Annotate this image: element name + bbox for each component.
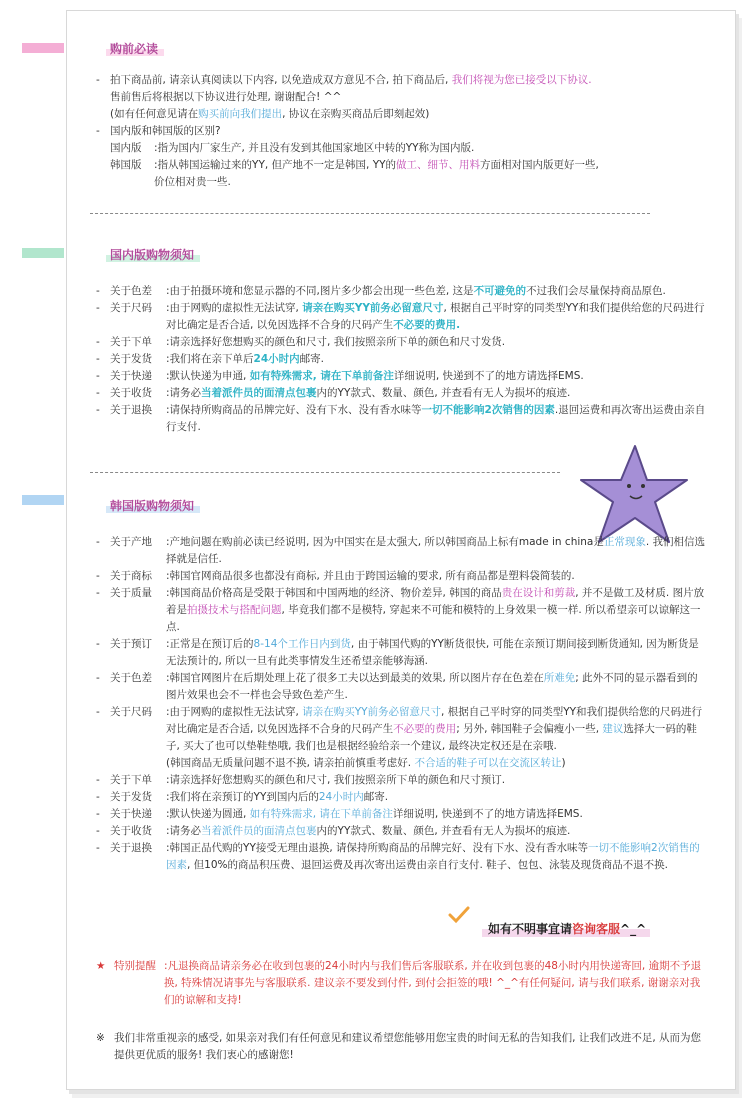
rule-key: 关于快递 (110, 370, 152, 382)
divider (90, 213, 650, 214)
rule-key: 关于色差 (110, 672, 152, 684)
rule-text: :默认快递为圆通, 如有特殊需求, 请在下单前备注详细说明, 快递到不了的地方请选择EMS. (166, 808, 583, 820)
section-title-domestic: 国内版购物须知 (110, 246, 194, 263)
rule-text: :请务必当着派件员的面清点包裹内的YY款式、数量、颜色, 并查看有无人为损坏的痕迹. (166, 387, 571, 399)
cn-text: :指为国内厂家生产, 并且没有发到其他国家地区中转的YY称为国内版. (154, 142, 475, 154)
reminder-label: 特别提醒 (114, 960, 156, 972)
reference-mark-icon: ※ (96, 1032, 105, 1044)
rule-text: :我们将在亲预订的YY到国内后的24小时内邮寄. (166, 791, 389, 803)
tab-green-decoration (22, 248, 64, 258)
rule-text: :由于网购的虚拟性无法试穿, 请亲在购买YY前务必留意尺寸, 根据自己平时穿的同类型YY和我们提供给您的尺码进行对比确定是否合适, 以免因选择不合身的尺码产生不必要的费用. (166, 302, 705, 331)
closing-note (96, 1030, 706, 1064)
rule-text: :请亲选择好您想购买的颜色和尺寸, 我们按照亲所下单的颜色和尺寸预订. (166, 774, 506, 786)
rule-key: 关于尺码 (110, 302, 152, 314)
special-reminder (96, 958, 706, 1009)
intro-note-highlight: 购买前向我们提出 (198, 108, 283, 120)
rule-text: :由于网购的虚拟性无法试穿, 请亲在购买YY前务必留意尺寸, 根据自己平时穿的同类型YY和我们提供给您的尺码进行对比确定是否合适, 以免因选择不合身的尺码产生不必要的费用; 另外, 韩国鞋子会偏瘦小一些, 建议选择大一码的鞋子, 买大了也可以垫鞋垫哦, 我们也是根据经验给亲一个建议, 最终决定权还是在亲哦. (韩国商品无质量问题不退不换, 请亲拍前慎重考虑好. 不合适的鞋子可以在交流区转让) (166, 706, 703, 769)
kr-label: 韩国版 (110, 159, 142, 171)
pre-purchase-block: - 拍下商品前, 请亲认真阅读以下内容, 以免造成双方意见不合, 拍下商品后, 我们将视为您已接受以下协议. 售前售后将根据以下协议进行处理, 谢谢配合! ^^ (如有任何意见请在购买前向我们提出, 协议在亲购买商品后即刻起效) - 国内版和韩国版的区别? 国内版 :指为国内厂家生产, 并且没有发到其他国家地区中转的YY称为国内版. 韩国版 :指从韩国运输过来的YY, 但产地不一定是韩国, YY的做工、细节、用料方面相对国内版更好一些, 价位相对贵一些. (96, 72, 706, 191)
kr-text-3: 价位相对贵一些. (154, 176, 231, 188)
rule-key: 关于收货 (110, 387, 152, 399)
kr-text: :指从韩国运输过来的YY, 但产地不一定是韩国, YY的 (154, 159, 397, 171)
tab-blue-decoration (22, 495, 64, 505)
rule-text: :请亲选择好您想购买的颜色和尺寸, 我们按照亲所下单的颜色和尺寸发货. (166, 336, 506, 348)
rule-key: 关于退换 (110, 842, 152, 854)
rule-key: 关于产地 (110, 536, 152, 548)
rule-key: 关于色差 (110, 285, 152, 297)
rule-key: 关于退换 (110, 404, 152, 416)
rule-text: :韩国正品代购的YY接受无理由退换, 请保持所购商品的吊牌完好、没有下水、没有香水味等一切不能影响2次销售的因素, 但10%的商品积压费、退回运费及再次寄出运费由亲自行支付. 鞋子、包包、泳装及现货商品不退不换. (166, 842, 700, 871)
rule-text: :韩国官网商品很多也都没有商标, 并且由于跨国运输的要求, 所有商品都是塑料袋简装的. (166, 570, 575, 582)
rule-key: 关于尺码 (110, 706, 152, 718)
rule-text: :默认快递为申通, 如有特殊需求, 请在下单前备注详细说明, 快递到不了的地方请选择EMS. (166, 370, 584, 382)
rule-key: 关于质量 (110, 587, 152, 599)
rule-key: 关于商标 (110, 570, 152, 582)
rule-text: :韩国商品价格高是受限于韩国和中国两地的经济、物价差异, 韩国的商品贵在设计和剪裁, 并不是做工及材质. 图片放着是拍摄技术与搭配问题, 毕竟我们都不是模特, 穿起来不可能和模特的上身效果一模一样. 所以希望亲可以谅解这一点. (166, 587, 705, 633)
intro-highlight: 我们将视为您已接受以下协议. (451, 74, 592, 86)
kr-highlight: 做工、细节、用料 (396, 159, 481, 171)
star-bullet-icon: ★ (96, 960, 106, 972)
rule-text: :请务必当着派件员的面清点包裹内的YY款式、数量、颜色, 并查看有无人为损坏的痕迹. (166, 825, 571, 837)
contact-service-prompt: 如有不明事宜请咨询客服^_^ (488, 920, 646, 937)
tab-pink-decoration (22, 43, 64, 53)
closing-text: 我们非常重视亲的感受, 如果亲对我们有任何意见和建议希望您能够用您宝贵的时间无私的告知我们, 让我们改进不足, 从而为您提供更优质的服务! 我们衷心的感谢您! (114, 1032, 702, 1061)
rule-key: 关于发货 (110, 791, 152, 803)
section-title-korean: 韩国版购物须知 (110, 497, 194, 514)
rule-text: :我们将在亲下单后24小时内邮寄. (166, 353, 325, 365)
rule-text: :正常是在预订后的8-14个工作日内到货, 由于韩国代购的YY断货很快, 可能在亲预订期间接到断货通知, 因为断货是无法预计的, 所以一旦有此类事情发生还希望亲能够海涵. (166, 638, 699, 667)
intro-note-end: , 协议在亲购买商品后即刻起效) (282, 108, 430, 120)
rule-text: :请保持所购商品的吊牌完好、没有下水、没有香水味等一切不能影响2次销售的因素.退回运费和再次寄出运费由亲自行支付. (166, 404, 706, 433)
rule-key: 关于收货 (110, 825, 152, 837)
reminder-text: :凡退换商品请亲务必在收到包裹的24小时内与我们售后客服联系, 并在收到包裹的48小时内用快递寄回, 逾期不予退换, 特殊情况请事先与客服联系. 建议亲不要发到付件, 到付会拒签的哦! ^_^有任何疑问, 请与我们联系, 谢谢亲对我们的谅解和支持! (164, 960, 702, 1006)
kr-text-2: 方面相对国内版更好一些, (480, 159, 599, 171)
rule-text: :由于拍摄环境和您显示器的不同,图片多少都会出现一些色差, 这是不可避免的不过我们会尽量保持商品原色. (166, 285, 666, 297)
korean-rules: - 关于产地 :产地问题在购前必读已经说明, 因为中国实在是太强大, 所以韩国商品上标有made in china是正常现象. 我们相信选择就是信任. - 关于商标 :韩国官网商品很多也都没有商标, 并且由于跨国运输的要求, 所有商品都是塑料袋简装的. - 关于质量 :韩国商品价格高是受限于韩国和中国两地的经济、物价差异, 韩国的商品贵在设计和剪裁, 并不是做工及材质. 图片放着是拍摄技术与搭配问题, 毕竟我们都不是模特, 穿起来不可能和模特的上身效果一模一样. 所以希望亲可以谅解这一点. - 关于预订 :正常是在预订后的8-14个工作日内到货, 由于韩国代购的YY断货很快, 可能在亲预订期间接到断货通知, 因为断货是无法预计的, 所以一旦有此类事情发生还希望亲能够海涵. - 关于色差 :韩国官网图片在后期处理上花了很多工夫以达到最美的效果, 所以图片存在色差在所难免; 此外不同的显示器看到的图片效果也会不一样也会导致色差产生. - 关于尺码 :由于网购的虚拟性无法试穿, 请亲在购买YY前务必留意尺寸, 根据自己平时穿的同类型YY和我们提供给您的尺码进行对比确定是否合适, 以免因选择不合身的尺码产生不必要的费用; 另外, 韩国鞋子会偏瘦小一些, 建议选择大一码的鞋子, 买大了也可以垫鞋垫哦, 我们也是根据经验给亲一个建议, 最终决定权还是在亲哦. (韩国商品无质量问题不退不换, 请亲拍前慎重考虑好. 不合适的鞋子可以在交流区转让) - 关于下单 :请亲选择好您想购买的颜色和尺寸, 我们按照亲所下单的颜色和尺寸预订. - 关于发货 :我们将在亲预订的YY到国内后的24小时内邮寄. - 关于快递 :默认快递为圆通, 如有特殊需求, 请在下单前备注详细说明, 快递到不了的地方请选择EMS. - 关于收货 :请务必当着派件员的面清点包裹内的YY款式、数量、颜色, 并查看有无人为损坏的痕迹. - 关于退换 :韩国正品代购的YY接受无理由退换, 请保持所购商品的吊牌完好、没有下水、没有香水味等一切不能影响2次销售的因素, 但10%的商品积压费、退回运费及再次寄出运费由亲自行支付. 鞋子、包包、泳装及现货商品不退不换. (96, 534, 706, 874)
rule-key: 关于下单 (110, 336, 152, 348)
rule-key: 关于预订 (110, 638, 152, 650)
rule-text: :产地问题在购前必读已经说明, 因为中国实在是太强大, 所以韩国商品上标有made in china是正常现象. 我们相信选择就是信任. (166, 536, 706, 565)
rule-text: :韩国官网图片在后期处理上花了很多工夫以达到最美的效果, 所以图片存在色差在所难免; 此外不同的显示器看到的图片效果也会不一样也会导致色差产生. (166, 672, 698, 701)
contact-service-link[interactable]: 咨询客服 (572, 922, 621, 936)
domestic-rules: - 关于色差 :由于拍摄环境和您显示器的不同,图片多少都会出现一些色差, 这是不可避免的不过我们会尽量保持商品原色. - 关于尺码 :由于网购的虚拟性无法试穿, 请亲在购买YY前务必留意尺寸, 根据自己平时穿的同类型YY和我们提供给您的尺码进行对比确定是否合适, 以免因选择不合身的尺码产生不必要的费用. - 关于下单 :请亲选择好您想购买的颜色和尺寸, 我们按照亲所下单的颜色和尺寸发货. - 关于发货 :我们将在亲下单后24小时内邮寄. - 关于快递 :默认快递为申通, 如有特殊需求, 请在下单前备注详细说明, 快递到不了的地方请选择EMS. - 关于收货 :请务必当着派件员的面清点包裹内的YY款式、数量、颜色, 并查看有无人为损坏的痕迹. - 关于退换 :请保持所购商品的吊牌完好、没有下水、没有香水味等一切不能影响2次销售的因素.退回运费和再次寄出运费由亲自行支付. (96, 283, 706, 436)
rule-key: 关于发货 (110, 353, 152, 365)
checkmark-icon (448, 906, 470, 924)
rule-key: 关于下单 (110, 774, 152, 786)
cn-label: 国内版 (110, 142, 142, 154)
divider (90, 472, 560, 473)
diff-question: 国内版和韩国版的区别? (110, 125, 221, 137)
intro-text: 拍下商品前, 请亲认真阅读以下内容, 以免造成双方意见不合, 拍下商品后, (110, 74, 452, 86)
intro-thanks: 售前售后将根据以下协议进行处理, 谢谢配合! ^^ (110, 91, 342, 103)
section-title-pre-purchase: 购前必读 (110, 40, 158, 57)
rule-key: 关于快递 (110, 808, 152, 820)
intro-note: (如有任何意见请在 (110, 108, 199, 120)
